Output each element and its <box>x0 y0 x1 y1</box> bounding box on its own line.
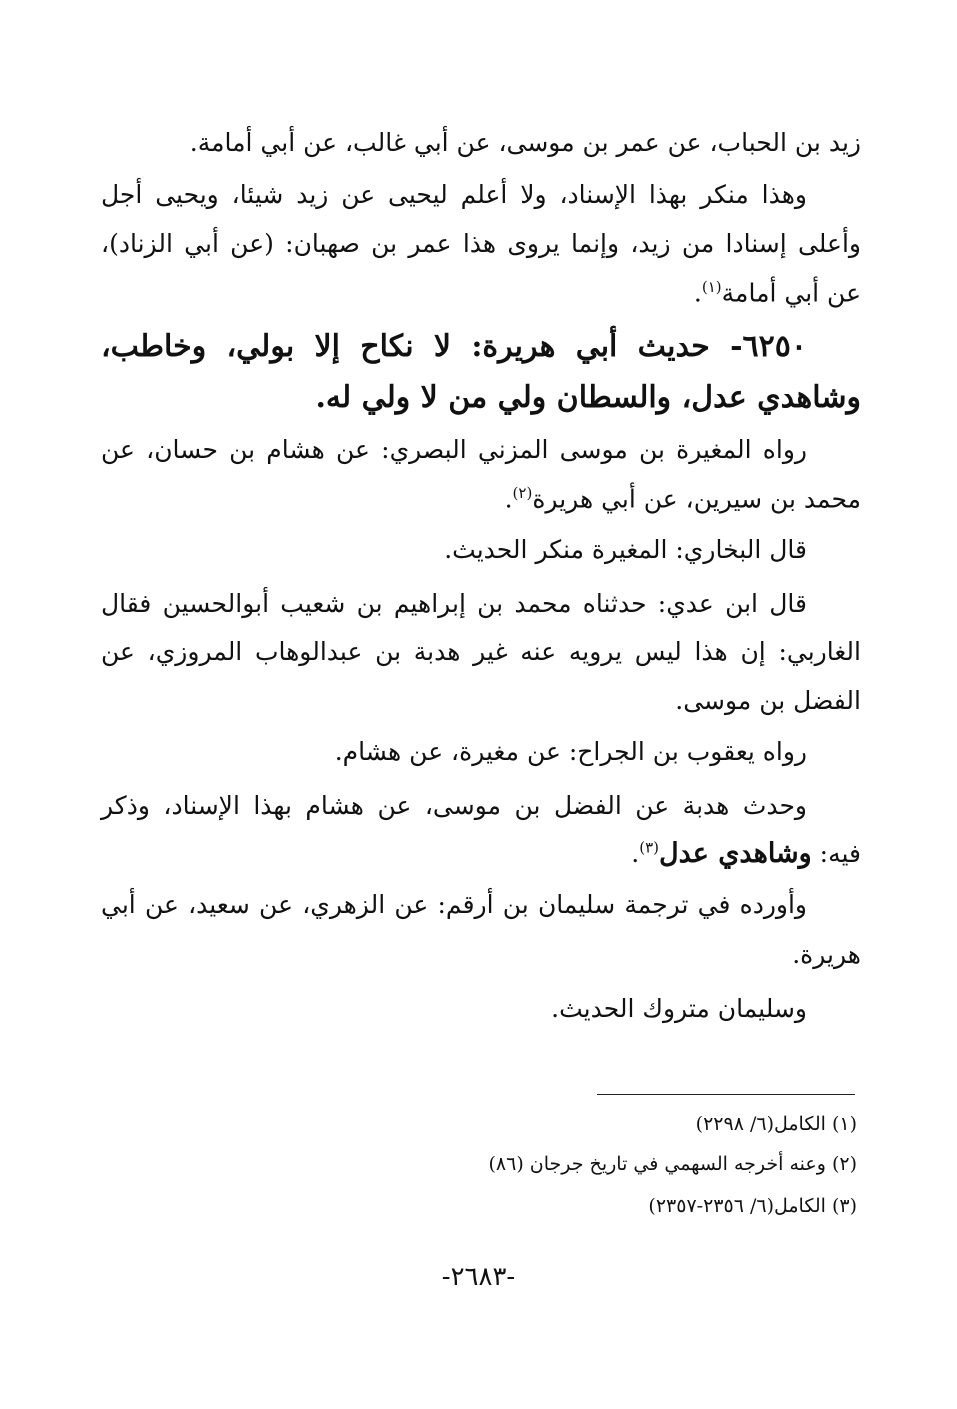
text-line: رواه المغيرة بن موسى المزني البصري: عن هشام بن حسان، عن <box>101 435 807 464</box>
footnote-divider <box>597 1094 855 1095</box>
footnote: (٢) وعنه أخرجه السهمي في تاريخ جرجان (٨٦) <box>488 1153 857 1175</box>
page-number: -٢٦٨٣- <box>441 1262 516 1292</box>
text-line: وأورده في ترجمة سليمان بن أرقم: عن الزهري، عن سعيد، عن أبي <box>101 890 807 919</box>
text-run: . <box>504 484 513 514</box>
bold-phrase: وشاهدي عدل <box>658 838 812 869</box>
text-line: الغاربي: إن هذا ليس يرويه عنه غير هدبة بن عبدالوهاب المروزي، عن <box>101 637 861 666</box>
text-run: . <box>693 278 702 308</box>
text-line: وهذا منكر بهذا الإسناد، ولا أعلم ليحيى عن زيد شيئا، ويحيى أجل <box>101 180 807 209</box>
text-line: وسليمان متروك الحديث. <box>551 994 807 1023</box>
hadith-heading: ٦٢٥٠- حديث أبي هريرة: لا نكاح إلا بولي، وخاطب، <box>101 329 807 364</box>
text-line: وحدث هدبة عن الفضل بن موسى، عن هشام بهذا الإسناد، وذكر <box>101 791 807 820</box>
text-run: . <box>631 839 640 868</box>
text-line: زيد بن الحباب، عن عمر بن موسى، عن أبي غالب، عن أبي أمامة. <box>189 128 861 157</box>
footnote-marker: (١) <box>701 278 722 296</box>
text-line <box>101 484 861 514</box>
hadith-heading: وشاهدي عدل، والسطان ولي من لا ولي له. <box>315 380 861 415</box>
text-line: قال ابن عدي: حدثناه محمد بن إبراهيم بن شعيب أبوالحسين فقال <box>101 589 807 618</box>
text-line: رواه يعقوب بن الجراح: عن مغيرة، عن هشام. <box>334 737 807 766</box>
text-line: هريرة. <box>792 940 861 969</box>
footnote: (٣) الكامل(٦/ ٢٣٥٦-٢٣٥٧) <box>648 1195 857 1217</box>
text-line: الفضل بن موسى. <box>675 686 861 715</box>
text-line: وأعلى إسنادا من زيد، وإنما يروى هذا عمر بن صهبان: (عن أبي الزناد)، <box>101 229 861 258</box>
footnote: (١) الكامل(٦/ ٢٢٩٨) <box>695 1113 857 1135</box>
text-line <box>101 838 861 870</box>
text-run: فيه: <box>819 839 861 868</box>
text-run: عن أبي أمامة <box>721 278 861 308</box>
text-run: محمد بن سيرين، عن أبي هريرة <box>532 484 861 514</box>
text-line <box>101 278 861 308</box>
text-line: قال البخاري: المغيرة منكر الحديث. <box>444 535 807 564</box>
footnote-marker: (٢) <box>512 484 533 502</box>
footnote-marker: (٣) <box>639 838 659 857</box>
